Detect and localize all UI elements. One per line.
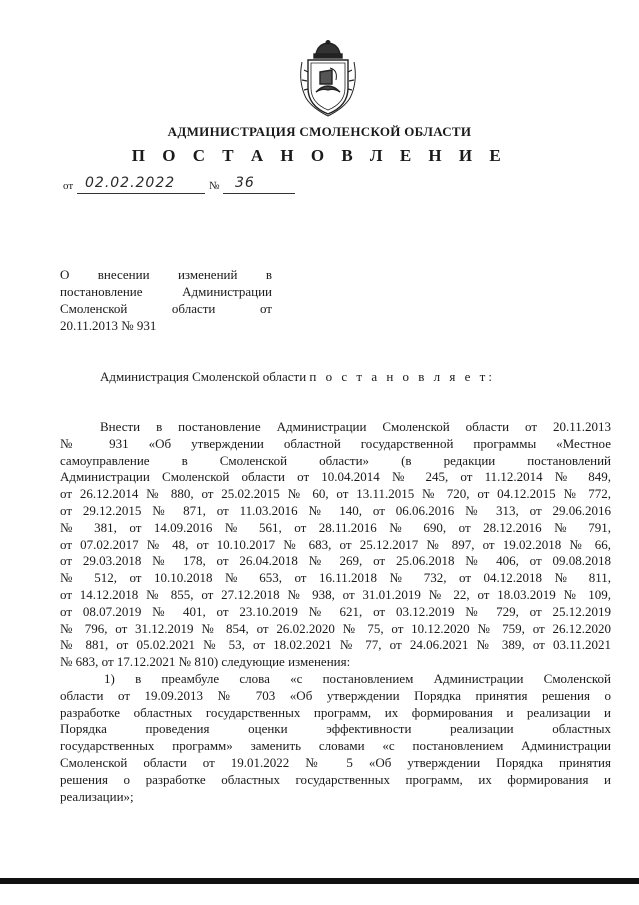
subject-line: постановление Администрации — [60, 284, 272, 299]
body-line: Смоленской области от 19.01.2022 № 5 «Об утверждении Порядка принятия — [60, 754, 611, 770]
body-line: реализации»; — [60, 788, 134, 804]
subject-line: О внесении изменений в — [60, 267, 272, 282]
date-from-label: от — [63, 180, 74, 192]
number-underline — [223, 193, 295, 194]
body-line: Внести в постановление Администрации Смоленской области от 20.11.2013 — [100, 419, 611, 434]
subject-line: Смоленской области от — [60, 301, 272, 316]
subject-line: 20.11.2013 № 931 — [60, 318, 157, 333]
decree-subject: Администрация Смоленской области — [100, 369, 307, 384]
handwritten-date: 02.02.2022 — [85, 175, 176, 191]
body-line: от 29.12.2015 № 871, от 11.03.2016 № 140, от 06.06.2016 № 313, от 29.06.2016 — [60, 502, 611, 518]
organization-name: АДМИНИСТРАЦИЯ СМОЛЕНСКОЙ ОБЛАСТИ — [167, 124, 472, 139]
decree-intro — [100, 369, 495, 385]
handwritten-number: 36 — [235, 175, 255, 191]
body-line: 1) в преамбуле слова «с постановлением Администрации Смоленской — [104, 670, 611, 686]
body-line: № 512, от 10.10.2018 № 653, от 16.11.2018 № 732, от 04.12.2018 № 811, — [60, 570, 611, 586]
body-line: от 08.07.2019 № 401, от 23.10.2019 № 621, от 03.12.2019 № 729, от 25.12.2019 — [60, 603, 611, 619]
body-line: № 381, от 14.09.2016 № 561, от 28.11.2016 № 690, от 28.12.2016 № 791, — [60, 519, 611, 535]
scan-bottom-border — [0, 878, 639, 884]
subject-block — [60, 266, 272, 334]
body-line: от 26.12.2014 № 880, от 25.02.2015 № 60, от 13.11.2015 № 720, от 04.12.2015 № 772, — [60, 486, 611, 502]
body-line: № 796, от 31.12.2019 № 854, от 26.02.2020 № 75, от 10.12.2020 № 759, от 26.12.2020 — [60, 620, 611, 636]
body-line: от 29.03.2018 № 178, от 26.04.2018 № 269, от 25.06.2018 № 406, от 09.08.2018 — [60, 553, 611, 569]
body-line: от 07.02.2017 № 48, от 10.10.2017 № 683, от 25.12.2017 № 897, от 19.02.2018 № 66, — [60, 536, 611, 552]
body-line: № 881, от 05.02.2021 № 53, от 18.02.2021 № 77, от 24.06.2021 № 389, от 03.11.2021 — [60, 637, 611, 653]
coat-of-arms-icon — [296, 40, 360, 118]
body-line: самоуправление в Смоленской области» (в редакции постановлений — [60, 452, 611, 468]
body-line: области от 19.09.2013 № 703 «Об утверждении Порядка принятия решения о — [60, 687, 611, 703]
body-line: решения о разработке областных государственных программ, их формирования и — [60, 771, 611, 787]
decree-verb: п о с т а н о в л я е т: — [309, 369, 495, 384]
body-line: государственных программ» заменить словами «с постановлением Администрации — [60, 738, 611, 754]
date-number-line — [63, 176, 363, 196]
body-text — [60, 419, 611, 805]
body-line: Администрации Смоленской области от 10.04.2014 № 245, от 11.12.2014 № 849, — [60, 469, 611, 485]
body-line: № 931 «Об утверждении областной государственной программы «Местное — [60, 435, 611, 451]
body-line: Порядка проведения оценки эффективности реализации областных — [60, 721, 611, 737]
number-label: № — [209, 180, 220, 192]
body-line: от 14.12.2018 № 855, от 27.12.2018 № 938, от 31.01.2019 № 22, от 18.03.2019 № 109, — [60, 586, 611, 602]
body-line: разработке областных государственных программ, их формирования и реализации и — [60, 704, 611, 720]
body-line: № 683, от 17.12.2021 № 810) следующие изменения: — [60, 654, 351, 670]
document-type-title: П О С Т А Н О В Л Е Н И Е — [131, 146, 508, 165]
date-underline — [77, 193, 205, 194]
